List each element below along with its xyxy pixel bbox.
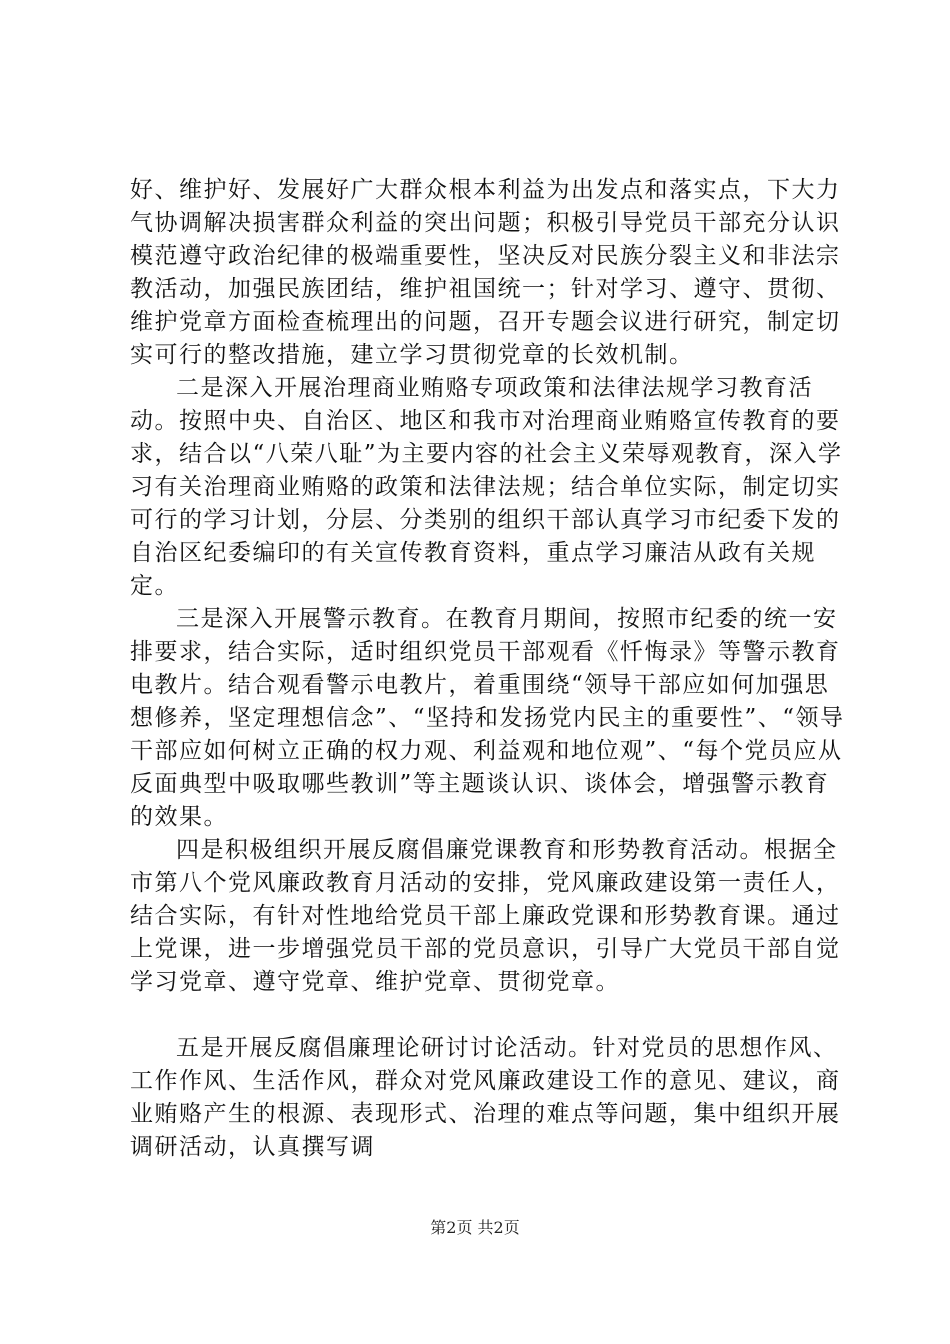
page-footer: 第2页 共2页 [430, 1218, 520, 1237]
paragraph-item-4: 四是积极组织开展反腐倡廉党课教育和形势教育活动。根据全市第八个党风廉政教育月活动的安排，党风廉政建设第一责任人，结合实际，有针对性地给党员干部上廉政党课和形势教育课。通过上党课，进一步增强党员干部的党员意识，引导广大党员干部自觉学习党章、遵守党章、维护党章、贯彻党章。 [130, 837, 841, 995]
paragraph-item-2: 二是深入开展治理商业贿赂专项政策和法律法规学习教育活动。按照中央、自治区、地区和我市对治理商业贿赂宣传教育的要求，结合以“八荣八耻”为主要内容的社会主义荣辱观教育，深入学习有关治理商业贿赂的政策和法律法规；结合单位实际，制定切实可行的学习计划，分层、分类别的组织干部认真学习市纪委下发的自治区纪委编印的有关宣传教育资料，重点学习廉洁从政有关规定。 [130, 375, 843, 599]
paragraph-item-5: 五是开展反腐倡廉理论研讨讨论活动。针对党员的思想作风、工作作风、生活作风，群众对党风廉政建设工作的意见、建议，商业贿赂产生的根源、表现形式、治理的难点等问题，集中组织开展调研活动，认真撰写调 [130, 1035, 841, 1160]
paragraph-item-3: 三是深入开展警示教育。在教育月期间，按照市纪委的统一安排要求，结合实际，适时组织党员干部观看《忏悔录》等警示教育电教片。结合观看警示电教片，着重围绕“领导干部应如何加强思想修养，坚定理想信念”、“坚持和发扬党内民主的重要性”、“领导干部应如何树立正确的权力观、利益观和地位观”、“每个党员应从反面典型中吸取哪些教训”等主题谈认识、谈体会，增强警示教育的效果。 [130, 606, 845, 830]
document-body [130, 174, 850, 1164]
paragraph-continuation: 好、维护好、发展好广大群众根本利益为出发点和落实点，下大力气协调解决损害群众利益的突出问题；积极引导党员干部充分认识模范遵守政治纪律的极端重要性，坚决反对民族分裂主义和非法宗教活动，加强民族团结，维护祖国统一；针对学习、遵守、贯彻、维护党章方面检查梳理出的问题，召开专题会议进行研究，制定切实可行的整改措施，建立学习贯彻党章的长效机制。 [130, 177, 841, 368]
